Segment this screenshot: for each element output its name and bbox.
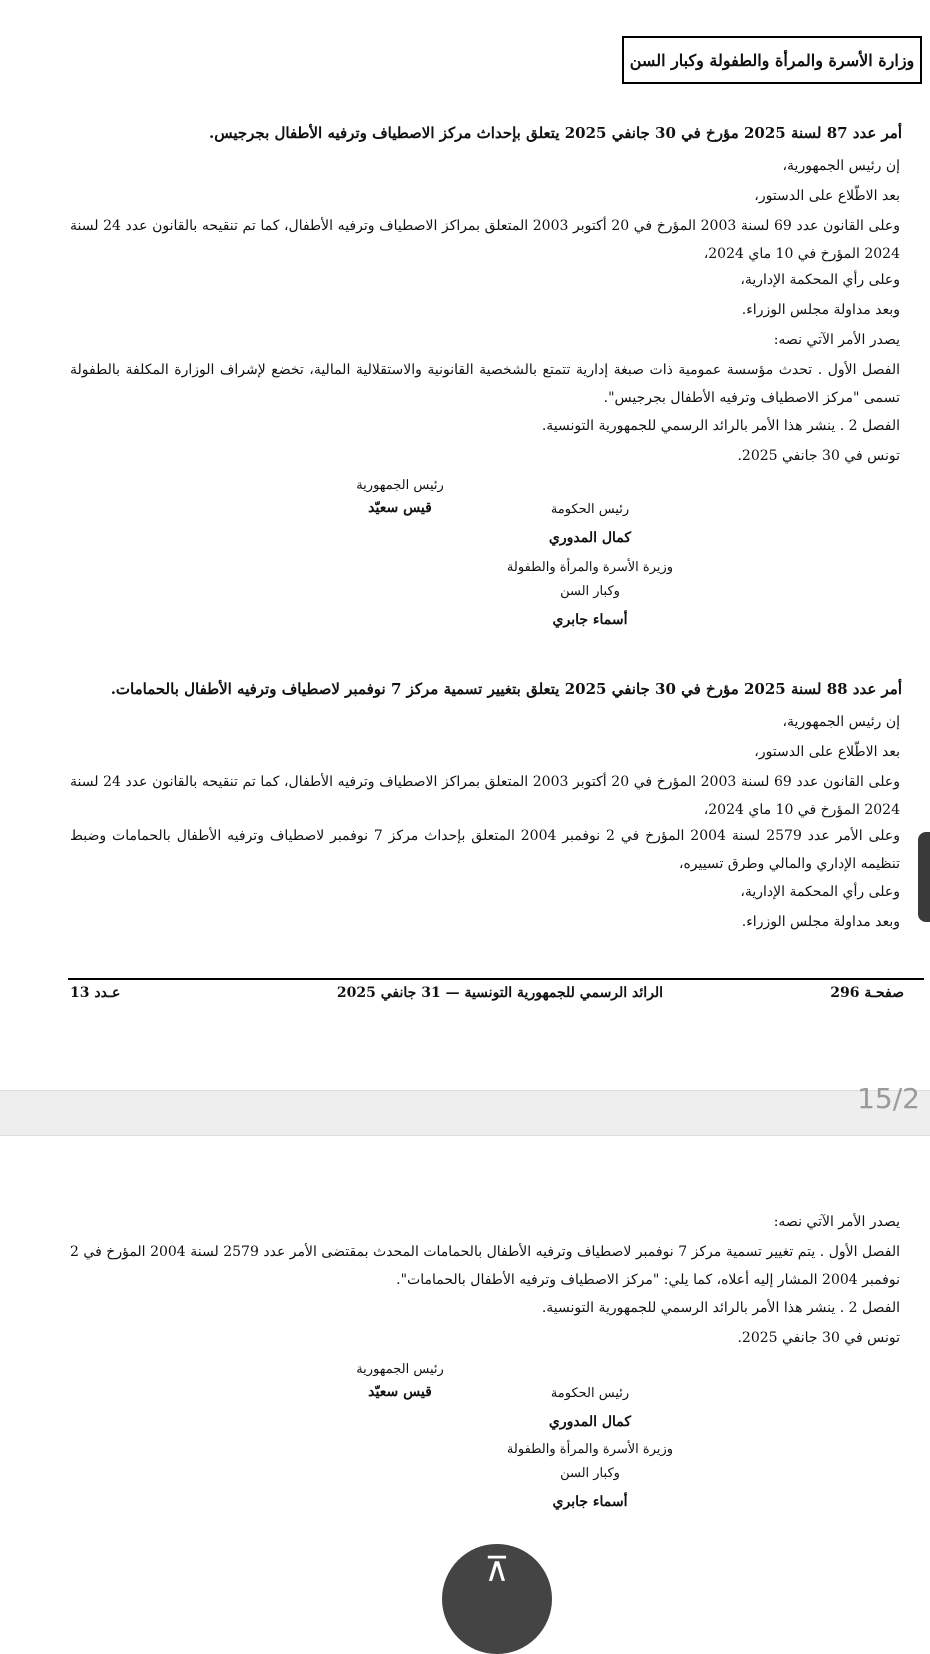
document-page-2 [0,1136,930,1600]
footer-rule [68,978,924,980]
gov-head-name: كمال المدوري [548,1414,632,1430]
decree-88-line: إن رئيس الجمهورية، [782,714,900,730]
footer-journal: الرائد الرسمي للجمهورية التونسية — 31 جانفي 2025 [336,985,664,1001]
decree-87-line: بعد الاطّلاع على الدستور، [754,188,900,204]
minister-title: وزيرة الأسرة والمرأة والطفولة [506,560,674,575]
scroll-top-button[interactable] [442,1544,552,1654]
decree-87-article-2: الفصل 2 . ينشر هذا الأمر بالرائد الرسمي للجمهورية التونسية. [541,418,900,434]
minister-name: أسماء جابري [552,1494,628,1510]
president-title: رئيس الجمهورية [356,1362,444,1377]
scrollbar-handle[interactable] [918,832,930,922]
decree-88-line: وعلى رأي المحكمة الإدارية، [740,884,900,900]
footer-page-number: صفحـة 296 [830,985,904,1001]
gov-head-title: رئيس الحكومة [550,1386,630,1401]
decree-88-date: تونس في 30 جانفي 2025. [737,1330,900,1346]
ministry-header-box: وزارة الأسرة والمرأة والطفولة وكبار السن [622,36,922,84]
page-gap [0,1090,930,1136]
decree-87-line: يصدر الأمر الآتي نصه: [773,332,900,348]
decree-88-article-2: الفصل 2 . ينشر هذا الأمر بالرائد الرسمي للجمهورية التونسية. [541,1300,900,1316]
minister-title-2: وكبار السن [560,584,620,599]
decree-87-line: وبعد مداولة مجلس الوزراء. [741,302,900,318]
decree-87-line: وعلى القانون عدد 69 لسنة 2003 المؤرخ في 20 أكتوبر 2003 المتعلق بمراكز الاصطياف وترفيه الأطفال، كما تم تنقيحه بالقانون عدد 24 لسنة 2024 المؤرخ في 10 ماي 2024، [70,218,900,262]
decree-87-article-1: الفصل الأول . تحدث مؤسسة عمومية ذات صبغة إدارية تتمتع بالشخصية القانونية والاستقلالية المالية، تخضع لإشراف الوزارة المكلفة بالطفولة تسمى "مركز الاصطياف وترفيه الأطفال بجرجيس". [70,362,900,406]
decree-88-line: بعد الاطّلاع على الدستور، [754,744,900,760]
president-name: قيس سعيّد [368,1384,432,1400]
gov-head-title: رئيس الحكومة [550,502,630,517]
decree-88-article-1: الفصل الأول . يتم تغيير تسمية مركز 7 نوفمبر لاصطياف وترفيه الأطفال بالحمامات المحدث بمقتضى الأمر عدد 2579 لسنة 2004 المؤرخ في 2 نوفمبر 2004 المشار إليه أعلاه، كما يلي: "مركز الاصطياف وترفيه الأطفال بالحمامات". [70,1244,900,1288]
president-title: رئيس الجمهورية [356,478,444,493]
decree-88-line: وعلى القانون عدد 69 لسنة 2003 المؤرخ في 20 أكتوبر 2003 المتعلق بمراكز الاصطياف وترفيه الأطفال، كما تم تنقيحه بالقانون عدد 24 لسنة 2024 المؤرخ في 10 ماي 2024، [70,774,900,818]
page-indicator: 15/2 [857,1082,920,1115]
decree-88-title: أمر عدد 88 لسنة 2025 مؤرخ في 30 جانفي 2025 يتعلق بتغيير تسمية مركز 7 نوفمبر لاصطياف وترفيه الأطفال بالحمامات. [110,680,902,698]
gov-head-name: كمال المدوري [548,530,632,546]
minister-title: وزيرة الأسرة والمرأة والطفولة [506,1442,674,1457]
decree-87-date: تونس في 30 جانفي 2025. [737,448,900,464]
decree-87-line: إن رئيس الجمهورية، [782,158,900,174]
decree-87-title: أمر عدد 87 لسنة 2025 مؤرخ في 30 جانفي 2025 يتعلق بإحداث مركز الاصطياف وترفيه الأطفال بجرجيس. [209,124,902,142]
decree-87-line: وعلى رأي المحكمة الإدارية، [740,272,900,288]
scroll-top-icon: ⊼ [484,1550,510,1590]
minister-name: أسماء جابري [552,612,628,628]
minister-title-2: وكبار السن [560,1466,620,1481]
decree-88-line: يصدر الأمر الآتي نصه: [773,1214,900,1230]
decree-88-line: وبعد مداولة مجلس الوزراء. [741,914,900,930]
decree-88-line: وعلى الأمر عدد 2579 لسنة 2004 المؤرخ في 2 نوفمبر 2004 المتعلق بإحداث مركز 7 نوفمبر لاصطياف وترفيه الأطفال بالحمامات وضبط تنظيمه الإداري والمالي وطرق تسييره، [70,828,900,872]
president-name: قيس سعيّد [368,500,432,516]
footer-issue: عـدد 13 [70,985,121,1001]
